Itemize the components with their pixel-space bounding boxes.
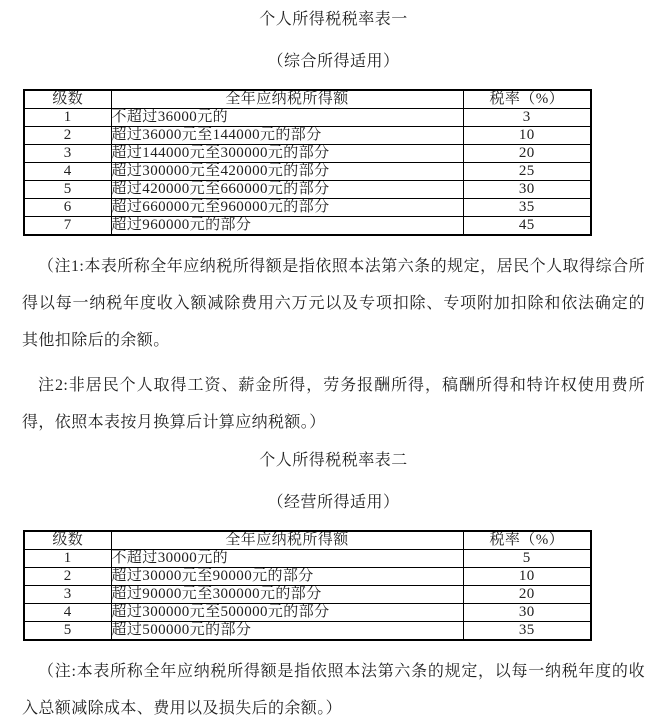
table1-header-rate: 税率（%） xyxy=(463,90,591,109)
level-cell: 3 xyxy=(24,586,111,604)
level-cell: 4 xyxy=(24,163,111,181)
rate-cell: 25 xyxy=(463,163,591,181)
rate-cell: 35 xyxy=(463,199,591,217)
level-cell: 2 xyxy=(24,127,111,145)
level-cell: 4 xyxy=(24,604,111,622)
table-row xyxy=(24,550,591,568)
rate-cell: 45 xyxy=(463,217,591,236)
income-cell: 超过300000元至420000元的部分 xyxy=(111,163,463,181)
table2-header-level: 级数 xyxy=(24,531,111,550)
income-cell: 超过420000元至660000元的部分 xyxy=(111,181,463,199)
table-row xyxy=(24,622,591,641)
note-1: （注1:本表所称全年应纳税所得额是指依照本法第六条的规定，居民个人取得综合所得以每一纳税年度收入额减除费用六万元以及专项扣除、专项附加扣除和依法确定的其他扣除后的余额。 xyxy=(22,258,645,349)
rate-cell: 3 xyxy=(463,109,591,127)
table2-header-row xyxy=(24,531,591,550)
table-row xyxy=(24,217,591,236)
table1-title: 个人所得税税率表一 xyxy=(259,11,408,28)
level-cell: 7 xyxy=(24,217,111,236)
table2-header-rate: 税率（%） xyxy=(463,531,591,550)
income-cell: 超过500000元的部分 xyxy=(111,622,463,641)
income-cell: 超过660000元至960000元的部分 xyxy=(111,199,463,217)
rate-cell: 30 xyxy=(463,181,591,199)
table1-header-row xyxy=(24,90,591,109)
level-cell: 3 xyxy=(24,145,111,163)
tax-rate-table-1 xyxy=(23,89,592,236)
rate-cell: 35 xyxy=(463,622,591,641)
rate-cell: 20 xyxy=(463,586,591,604)
table2-title: 个人所得税税率表二 xyxy=(259,452,408,469)
table-row xyxy=(24,586,591,604)
rate-cell: 10 xyxy=(463,127,591,145)
table-row xyxy=(24,109,591,127)
table-row xyxy=(24,568,591,586)
table-row xyxy=(24,604,591,622)
note-2: 注2:非居民个人取得工资、薪金所得，劳务报酬所得，稿酬所得和特许权使用费所得，依照本表按月换算后计算应纳税额。） xyxy=(22,377,645,431)
table-row xyxy=(24,163,591,181)
table1-subtitle: （综合所得适用） xyxy=(267,53,400,70)
table2-header-income: 全年应纳税所得额 xyxy=(111,531,463,550)
income-cell: 超过30000元至90000元的部分 xyxy=(111,568,463,586)
table-row xyxy=(24,127,591,145)
rate-cell: 10 xyxy=(463,568,591,586)
tax-rate-table-2 xyxy=(23,530,592,641)
income-cell: 超过300000元至500000元的部分 xyxy=(111,604,463,622)
rate-cell: 5 xyxy=(463,550,591,568)
rate-cell: 20 xyxy=(463,145,591,163)
income-cell: 超过960000元的部分 xyxy=(111,217,463,236)
level-cell: 1 xyxy=(24,550,111,568)
table1-header-income: 全年应纳税所得额 xyxy=(111,90,463,109)
rate-cell: 30 xyxy=(463,604,591,622)
table-row xyxy=(24,199,591,217)
table1-header-level: 级数 xyxy=(24,90,111,109)
level-cell: 5 xyxy=(24,181,111,199)
table-row xyxy=(24,145,591,163)
level-cell: 2 xyxy=(24,568,111,586)
table2-subtitle: （经营所得适用） xyxy=(267,494,400,511)
level-cell: 5 xyxy=(24,622,111,641)
income-cell: 不超过30000元的 xyxy=(111,550,463,568)
table-row xyxy=(24,181,591,199)
level-cell: 1 xyxy=(24,109,111,127)
income-cell: 超过144000元至300000元的部分 xyxy=(111,145,463,163)
note-3: （注:本表所称全年应纳税所得额是指依照本法第六条的规定，以每一纳税年度的收入总额减除成本、费用以及损失后的余额。） xyxy=(22,663,645,717)
income-cell: 超过36000元至144000元的部分 xyxy=(111,127,463,145)
income-cell: 不超过36000元的 xyxy=(111,109,463,127)
level-cell: 6 xyxy=(24,199,111,217)
income-cell: 超过90000元至300000元的部分 xyxy=(111,586,463,604)
